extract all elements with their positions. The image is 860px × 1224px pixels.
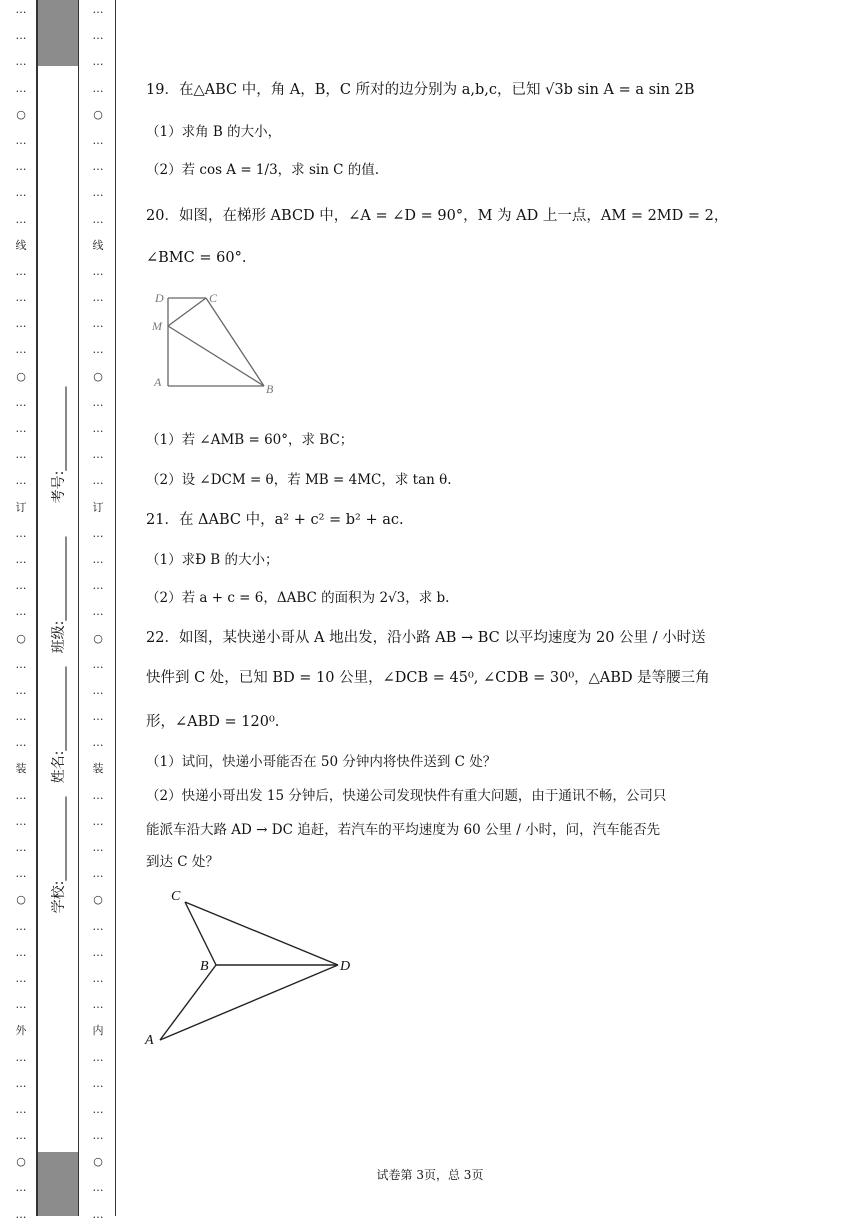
q20-label-c: C [209,291,218,305]
inner-cut-line [115,0,116,1216]
inner-mark: ○ [93,369,103,383]
outer-mark: … [15,1181,27,1195]
inner-mark: … [92,1181,104,1195]
inner-mark: … [92,55,104,69]
student-info-band [37,0,79,1216]
outer-mark: … [15,736,27,750]
inner-mark: … [92,291,104,305]
band-bottom-cap [38,1152,78,1216]
outer-mark: … [15,919,27,933]
inner-mark: … [92,1050,104,1064]
inner-mark: … [92,343,104,357]
inner-mark: 内 [92,1024,104,1038]
inner-mark: … [92,1207,104,1221]
band-top-cap [38,0,78,66]
outer-binding-marks [15,0,27,1224]
outer-mark: … [15,317,27,331]
outer-mark: ○ [16,893,26,907]
q20-trapezoid-figure [148,286,288,398]
outer-mark: … [15,1129,27,1143]
outer-mark: … [15,998,27,1012]
inner-mark: … [92,579,104,593]
q20-part1: （1）若 ∠AMB = 60°，求 BC； [146,432,354,448]
outer-mark: ○ [16,631,26,645]
inner-mark: … [92,841,104,854]
inner-mark: … [92,422,104,435]
outer-mark: … [15,81,27,95]
outer-mark: ○ [16,369,26,383]
inner-mark: … [92,998,104,1012]
inner-mark: 装 [92,762,104,776]
inner-mark: 线 [92,238,104,252]
inner-mark: … [92,395,104,409]
inner-mark: … [92,526,104,540]
q20-label-b: B [266,382,274,396]
inner-mark: … [92,657,104,671]
inner-mark: … [92,1102,104,1116]
inner-mark: … [92,160,104,174]
q22-stem-line3: 形，∠ABD = 120⁰. [146,714,280,730]
name-field: 姓名:____________ [51,666,67,784]
q22-label-a: A [145,1033,154,1048]
outer-mark: … [15,212,27,226]
outer-mark: … [15,945,27,959]
outer-mark: … [15,422,27,435]
q19-stem: 19．在△ABC 中，角 A，B，C 所对的边分别为 a,b,c，已知 √3b sin A = a sin 2B [146,82,695,98]
inner-mark: … [92,264,104,278]
q22-stem-line2: 快件到 C 处，已知 BD = 10 公里，∠DCB = 45⁰, ∠CDB = 30⁰，△ABD 是等腰三角 [146,670,710,686]
q22-part2-line1: （2）快递小哥出发 15 分钟后，快递公司发现快件有重大问题，由于通讯不畅，公司只 [146,788,667,804]
inner-mark: … [92,133,104,147]
inner-mark: … [92,186,104,200]
inner-mark: … [92,971,104,985]
outer-mark: … [15,3,27,16]
inner-mark: … [92,3,104,16]
q19-part1: （1）求角 B 的大小， [146,124,282,140]
outer-mark: … [15,186,27,200]
q20-label-d: D [155,291,164,305]
page-footer: 试卷第 3页，总 3页 [376,1168,484,1182]
q20-part2: （2）设 ∠DCM = θ，若 MB = 4MC，求 tan θ. [146,472,452,488]
inner-mark: … [92,605,104,619]
q22-part2-line3: 到达 C 处？ [146,854,219,870]
school-field: 学校:____________ [51,796,67,914]
q22-label-d: D [340,959,351,974]
outer-mark: … [15,657,27,671]
outer-mark: … [15,160,27,174]
q20-label-a: A [154,375,162,389]
inner-mark: ○ [93,893,103,907]
outer-mark: … [15,29,27,43]
outer-mark: … [15,605,27,619]
inner-mark: … [92,683,104,697]
outer-mark: 线 [15,238,27,252]
outer-mark: 装 [15,762,27,776]
outer-mark: … [15,867,27,881]
outer-mark: … [15,1207,27,1221]
outer-mark: … [15,971,27,985]
inner-mark: … [92,448,104,462]
inner-mark: … [92,552,104,566]
inner-mark: … [92,919,104,933]
q22-part2-line2: 能派车沿大路 AD → DC 追赶，若汽车的平均速度为 60 公里 / 小时，问，汽车能否先 [146,822,661,838]
q21-part1: （1）求Ð B 的大小； [146,552,279,568]
inner-mark: … [92,212,104,226]
inner-mark: ○ [93,631,103,645]
outer-mark: 外 [15,1024,27,1038]
outer-mark: … [15,133,27,147]
inner-mark: … [92,814,104,828]
outer-mark: … [15,1076,27,1090]
outer-mark: … [15,526,27,540]
q20-label-m: M [152,319,162,333]
outer-mark: 订 [15,500,27,514]
inner-mark: 订 [92,500,104,514]
outer-mark: … [15,448,27,462]
outer-mark: … [15,343,27,357]
inner-mark: ○ [93,1155,103,1169]
inner-mark: ○ [93,107,103,121]
inner-mark: … [92,317,104,331]
inner-mark: … [92,945,104,959]
q22-route-figure [140,880,360,1050]
outer-mark: … [15,710,27,724]
inner-mark: … [92,710,104,724]
outer-mark: … [15,264,27,278]
inner-mark: … [92,1129,104,1143]
q22-label-c: C [171,889,181,904]
q20-stem-line2: ∠BMC = 60°. [146,250,247,266]
q22-stem-line1: 22．如图，某快递小哥从 A 地出发，沿小路 AB → BC 以平均速度为 20 公里 / 小时送 [146,630,706,646]
outer-mark: … [15,474,27,488]
q20-stem-line1: 20．如图，在梯形 ABCD 中，∠A = ∠D = 90°，M 为 AD 上一点，AM = 2MD = 2， [146,208,729,224]
q22-part1: （1）试问，快递小哥能否在 50 分钟内将快件送到 C 处？ [146,754,497,770]
outer-mark: ○ [16,107,26,121]
q22-label-b: B [200,959,209,974]
outer-mark: … [15,55,27,69]
inner-mark: … [92,474,104,488]
outer-mark: … [15,841,27,854]
outer-mark: … [15,683,27,697]
inner-mark: … [92,1076,104,1090]
inner-mark: … [92,788,104,802]
inner-binding-marks [92,0,104,1224]
outer-mark: … [15,579,27,593]
outer-mark: … [15,395,27,409]
q21-stem: 21．在 ΔABC 中，a² + c² = b² + ac. [146,512,404,528]
outer-mark: … [15,1102,27,1116]
outer-mark: ○ [16,1155,26,1169]
outer-mark: … [15,552,27,566]
inner-mark: … [92,29,104,43]
inner-mark: … [92,736,104,750]
exam-no-field: 考号:____________ [51,386,67,504]
outer-mark: … [15,291,27,305]
inner-mark: … [92,867,104,881]
outer-mark: … [15,788,27,802]
q19-part2: （2）若 cos A = 1/3，求 sin C 的值. [146,162,380,178]
q21-part2: （2）若 a + c = 6，ΔABC 的面积为 2√3，求 b. [146,590,450,606]
outer-mark: … [15,1050,27,1064]
inner-mark: … [92,81,104,95]
class-field: 班级:____________ [51,536,67,654]
outer-mark: … [15,814,27,828]
